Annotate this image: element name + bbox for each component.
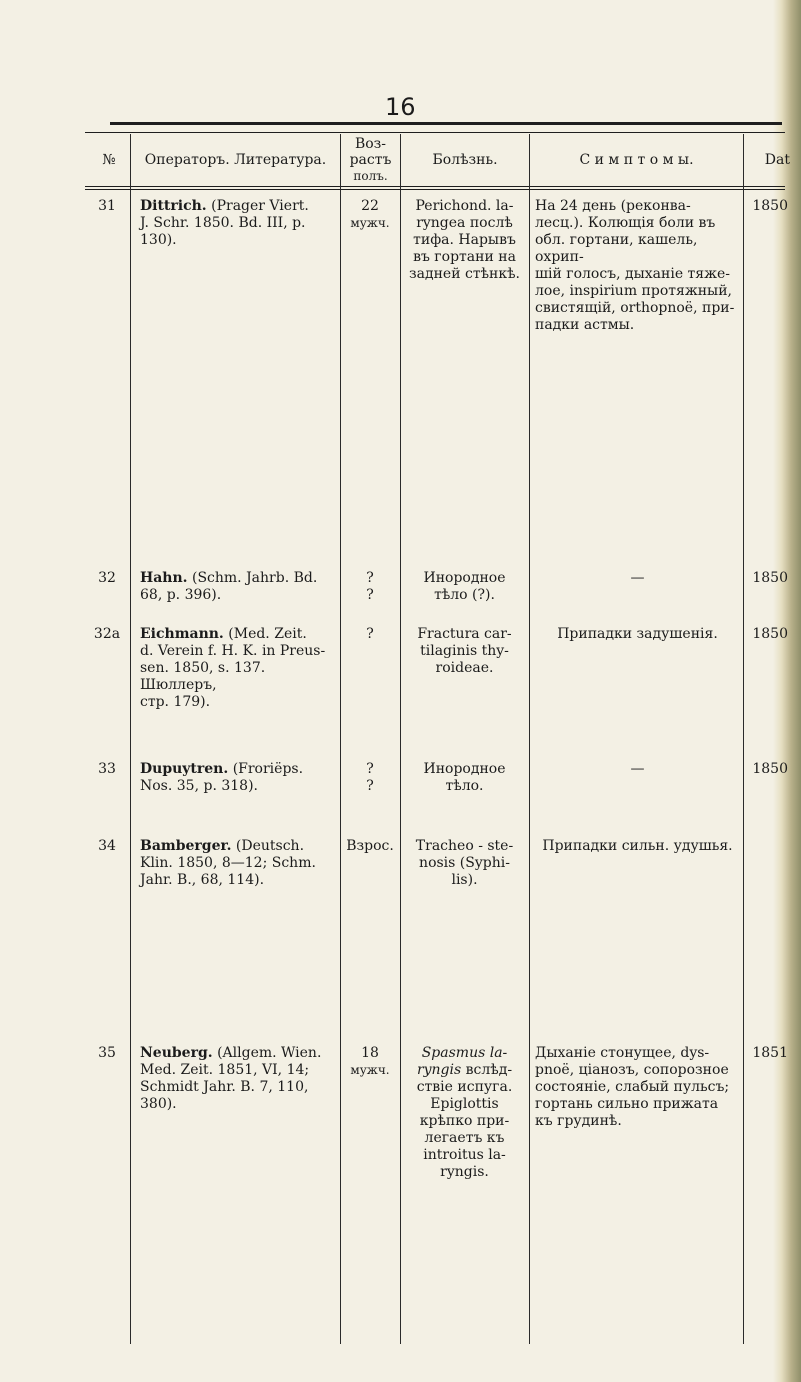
row-32a-dis-2: tilaginis thy- <box>420 643 509 659</box>
row-32a-symptoms: Припадки задушенія. <box>557 626 718 642</box>
row-31-author: Dittrich. <box>140 198 207 214</box>
header-operator: Операторъ. Литература. <box>144 152 327 168</box>
row-31-sym-3: обл. гортани, кашель, охрип- <box>535 232 698 265</box>
header-symptoms: С и м п т о м ы. <box>579 152 694 168</box>
header-age <box>341 134 400 186</box>
row-35-ref-4: 380). <box>140 1096 177 1112</box>
row-33-age <box>340 761 400 795</box>
row-32a-age: ? <box>366 626 374 642</box>
row-35-dis-italic-1: Spasmus la- <box>421 1045 508 1061</box>
row-35-sym-4: гортань сильно прижата <box>535 1096 719 1112</box>
row-31-dis-5: задней стѣнкѣ. <box>408 266 520 282</box>
row-33-dis-1: Инородное <box>423 761 506 777</box>
row-33-age-2: ? <box>366 778 374 794</box>
row-32a-dis-3: roideae. <box>435 660 494 676</box>
page-number: 16 <box>385 93 416 121</box>
row-32-disease <box>401 570 528 604</box>
row-31-sym-4: шій голосъ, дыханіе тяже- <box>535 266 731 282</box>
row-35-age-1: 18 <box>361 1045 379 1061</box>
row-34-age: Взрос. <box>346 838 394 854</box>
row-32-author: Hahn. <box>140 570 188 586</box>
row-35-dis-1: вслѣд- <box>465 1062 513 1078</box>
header-age-3: полъ. <box>353 169 388 183</box>
row-33-ref-2: Nos. 35, p. 318). <box>140 778 258 794</box>
row-35-symptoms <box>535 1045 740 1130</box>
row-35-dis-3: Epiglottis <box>430 1096 499 1112</box>
row-31-sym-5: лое, inspirium протяжный, <box>535 283 732 299</box>
row-32a-ref-3: sen. 1850, s. 137. Шюллеръ, <box>140 660 266 693</box>
row-34-disease <box>401 838 528 889</box>
col-divider-5 <box>743 134 744 1344</box>
row-31-sym-2: лесц.). Колющія боли въ <box>535 215 716 231</box>
row-31-symptoms <box>535 198 740 334</box>
row-34-dis-1: Tracheo - ste- <box>415 838 514 854</box>
row-35-ref-3: Schmidt Jahr. B. 7, 110, <box>140 1079 309 1095</box>
row-31-dis-4: въ гортани на <box>413 249 516 265</box>
header-date: Dat <box>764 152 790 168</box>
row-31-operator <box>140 198 340 249</box>
row-35-date: 1851 <box>752 1045 788 1061</box>
row-32-num: 32 <box>98 570 116 586</box>
row-32a-operator <box>140 626 340 711</box>
row-34-dis-3: lis). <box>451 872 478 888</box>
row-32-operator <box>140 570 340 604</box>
row-32-date: 1850 <box>752 570 788 586</box>
row-31-sym-6: свистящій, orthopnoë, при- <box>535 300 735 316</box>
row-34-author: Bamberger. <box>140 838 232 854</box>
row-34-symptoms: Припадки сильн. удушья. <box>542 838 733 854</box>
row-33-dis-2: тѣло. <box>445 778 484 794</box>
row-34-num: 34 <box>98 838 116 854</box>
row-32-dis-2: тѣло (?). <box>434 587 495 603</box>
row-31-age <box>340 198 400 232</box>
row-35-disease <box>401 1045 528 1181</box>
header-num: № <box>102 152 116 168</box>
top-rule-thin <box>85 132 785 133</box>
row-33-ref-1: (Froriёps. <box>232 761 304 777</box>
row-32-age <box>340 570 400 604</box>
row-31-age-2: мужч. <box>350 216 390 230</box>
header-bottom-rule <box>85 186 785 187</box>
row-35-age <box>340 1045 400 1079</box>
row-33-disease <box>401 761 528 795</box>
row-35-dis-5: легаетъ къ <box>424 1130 505 1146</box>
row-34-dis-2: nosis (Syphi- <box>419 855 510 871</box>
row-35-author: Neuberg. <box>140 1045 213 1061</box>
row-32a-author: Eichmann. <box>140 626 224 642</box>
row-35-sym-1: Дыханіе стонущее, dys- <box>535 1045 710 1061</box>
top-rule <box>110 122 782 125</box>
row-31-dis-3: тифа. Нарывъ <box>413 232 516 248</box>
row-35-dis-2: ствіе испуга. <box>416 1079 513 1095</box>
row-32-age-2: ? <box>366 587 374 603</box>
row-31-date: 1850 <box>752 198 788 214</box>
row-32a-dis-1: Fractura car- <box>417 626 512 642</box>
row-35-operator <box>140 1045 340 1113</box>
row-35-ref-2: Med. Zeit. 1851, VI, 14; <box>140 1062 310 1078</box>
row-33-date: 1850 <box>752 761 788 777</box>
col-divider-1 <box>130 134 131 1344</box>
row-35-dis-italic-2: ryngis <box>416 1062 462 1078</box>
row-35-ref-1: (Allgem. Wien. <box>217 1045 322 1061</box>
row-35-num: 35 <box>98 1045 116 1061</box>
header-age-2: растъ <box>349 152 392 168</box>
header-bottom-rule-2 <box>85 189 785 190</box>
header-age-1: Воз- <box>354 136 387 152</box>
row-31-num: 31 <box>98 198 116 214</box>
row-35-sym-2: pnoë, ціанозъ, сопорозное <box>535 1062 729 1078</box>
row-32-age-1: ? <box>366 570 374 586</box>
row-31-ref-3: 130). <box>140 232 177 248</box>
row-35-dis-7: ryngis. <box>440 1164 489 1180</box>
row-33-symptoms: — <box>630 761 645 777</box>
row-31-dis-1: Perichond. la- <box>415 198 514 214</box>
row-32-symptoms: — <box>630 570 645 586</box>
row-33-operator <box>140 761 340 795</box>
header-disease: Болѣзнь. <box>432 152 498 168</box>
row-33-author: Dupuytren. <box>140 761 229 777</box>
row-35-sym-5: къ грудинѣ. <box>535 1113 622 1129</box>
row-34-operator <box>140 838 340 889</box>
row-32a-date: 1850 <box>752 626 788 642</box>
row-31-sym-1: На 24 день (реконва- <box>535 198 691 214</box>
row-33-age-1: ? <box>366 761 374 777</box>
row-32a-ref-4: стр. 179). <box>140 694 211 710</box>
row-34-ref-3: Jahr. B., 68, 114). <box>140 872 265 888</box>
row-35-dis-4: крѣпко при- <box>419 1113 510 1129</box>
row-31-disease <box>401 198 528 283</box>
row-35-dis-6: introitus la- <box>423 1147 506 1163</box>
row-31-dis-2: ryngea послѣ <box>416 215 513 231</box>
row-31-ref-2: J. Schr. 1850. Bd. III, p. <box>140 215 306 231</box>
row-33-num: 33 <box>98 761 116 777</box>
row-35-sym-3: состояніе, слабый пульсъ; <box>535 1079 730 1095</box>
row-34-ref-2: Klin. 1850, 8—12; Schm. <box>140 855 316 871</box>
row-32a-disease <box>401 626 528 677</box>
row-32a-num: 32a <box>93 626 121 642</box>
row-32-dis-1: Инородное <box>423 570 506 586</box>
row-35-age-2: мужч. <box>350 1063 390 1077</box>
row-32-ref-2: 68, p. 396). <box>140 587 222 603</box>
col-divider-2 <box>340 134 341 1344</box>
row-31-age-1: 22 <box>361 198 379 214</box>
row-31-sym-7: падки астмы. <box>535 317 635 333</box>
row-31-ref-1: (Prager Viert. <box>211 198 309 214</box>
col-divider-4 <box>529 134 530 1344</box>
row-34-ref-1: (Deutsch. <box>235 838 305 854</box>
row-32a-ref-2: d. Verein f. H. K. in Preus- <box>140 643 326 659</box>
row-32a-ref-1: (Med. Zeit. <box>228 626 307 642</box>
row-32-ref-1: (Schm. Jahrb. Bd. <box>191 570 318 586</box>
